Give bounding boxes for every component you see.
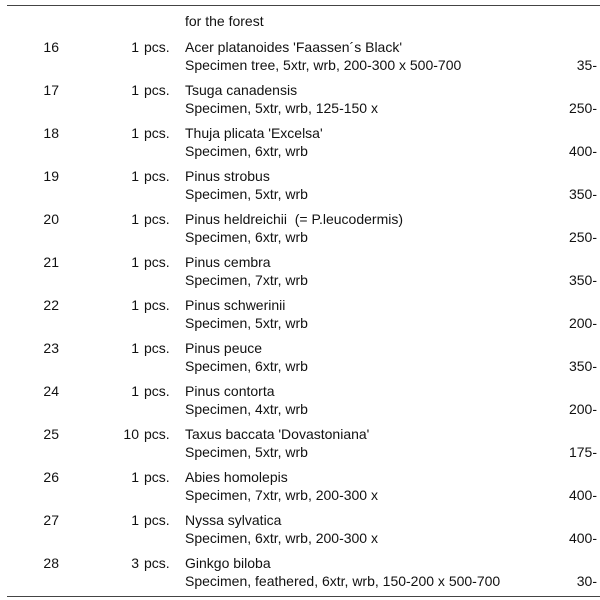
item-spec-row	[0, 56, 600, 74]
item-spec-row	[0, 142, 600, 160]
item-spec-row	[0, 271, 600, 289]
item-name: Abies homolepis	[185, 469, 288, 485]
item-name: Pinus peuce	[185, 340, 263, 356]
item-row	[0, 81, 600, 99]
item-spec: Specimen, 7xtr, wrb	[185, 272, 308, 288]
item-row	[0, 339, 600, 357]
item-price: 350-	[568, 358, 597, 374]
item-position: 22	[43, 297, 59, 313]
item-price: 30-	[576, 573, 597, 589]
item-name: Thuja plicata 'Excelsa'	[185, 125, 323, 141]
item-spec-row	[0, 357, 600, 375]
item-spec: Specimen, 6xtr, wrb	[185, 143, 308, 159]
item-position: 23	[43, 340, 59, 356]
item-spec: Specimen, feathered, 6xtr, wrb, 150-200 x 500-700	[185, 573, 501, 589]
item-name: Ginkgo biloba	[185, 555, 271, 571]
item-row	[0, 296, 600, 314]
header-note: for the forest	[185, 13, 264, 29]
item-row	[0, 468, 600, 486]
item-unit: pcs.	[144, 39, 170, 55]
item-row	[0, 210, 600, 228]
item-row	[0, 425, 600, 443]
item-quantity: 1	[131, 39, 139, 55]
item-unit: pcs.	[144, 211, 170, 227]
item-unit: pcs.	[144, 340, 170, 356]
item-spec: Specimen, 5xtr, wrb	[185, 444, 308, 460]
item-price: 250-	[568, 229, 597, 245]
item-position: 18	[43, 125, 59, 141]
item-price: 35-	[576, 57, 597, 73]
item-row	[0, 167, 600, 185]
item-quantity: 1	[131, 125, 139, 141]
item-position: 24	[43, 383, 59, 399]
item-quantity: 1	[131, 340, 139, 356]
item-position: 19	[43, 168, 59, 184]
item-spec-row	[0, 400, 600, 418]
item-quantity: 1	[131, 383, 139, 399]
item-position: 17	[43, 82, 59, 98]
item-name: Pinus schwerinii	[185, 297, 286, 313]
item-spec-row	[0, 486, 600, 504]
item-row	[0, 511, 600, 529]
item-quantity: 10	[123, 426, 139, 442]
item-unit: pcs.	[144, 168, 170, 184]
item-unit: pcs.	[144, 512, 170, 528]
item-unit: pcs.	[144, 383, 170, 399]
item-spec-row	[0, 185, 600, 203]
item-price: 350-	[568, 272, 597, 288]
item-name: Pinus strobus	[185, 168, 270, 184]
item-spec: Specimen, 6xtr, wrb	[185, 358, 308, 374]
top-rule	[7, 5, 600, 6]
item-position: 27	[43, 512, 59, 528]
item-price: 200-	[568, 315, 597, 331]
item-quantity: 1	[131, 168, 139, 184]
item-unit: pcs.	[144, 254, 170, 270]
item-name: Pinus contorta	[185, 383, 275, 399]
item-row	[0, 554, 600, 572]
item-position: 28	[43, 555, 59, 571]
item-spec-row	[0, 443, 600, 461]
continuation-line	[0, 12, 600, 30]
item-unit: pcs.	[144, 426, 170, 442]
item-name: Taxus baccata 'Dovastoniana'	[185, 426, 370, 442]
item-name: Pinus heldreichii (= P.leucodermis)	[185, 211, 404, 227]
item-spec-row	[0, 314, 600, 332]
item-spec: Specimen, 5xtr, wrb	[185, 315, 308, 331]
item-unit: pcs.	[144, 469, 170, 485]
item-name: Acer platanoides 'Faassen´s Black'	[185, 39, 403, 55]
item-quantity: 3	[131, 555, 139, 571]
item-price: 200-	[568, 401, 597, 417]
item-position: 25	[43, 426, 59, 442]
item-price: 350-	[568, 186, 597, 202]
item-spec-row	[0, 228, 600, 246]
item-position: 16	[43, 39, 59, 55]
item-price: 400-	[568, 530, 597, 546]
item-row	[0, 382, 600, 400]
item-quantity: 1	[131, 82, 139, 98]
item-spec: Specimen, 4xtr, wrb	[185, 401, 308, 417]
item-unit: pcs.	[144, 297, 170, 313]
item-quantity: 1	[131, 469, 139, 485]
item-unit: pcs.	[144, 125, 170, 141]
item-quantity: 1	[131, 297, 139, 313]
item-position: 26	[43, 469, 59, 485]
item-spec-row	[0, 99, 600, 117]
item-quantity: 1	[131, 512, 139, 528]
item-name: Nyssa sylvatica	[185, 512, 282, 528]
item-unit: pcs.	[144, 82, 170, 98]
item-position: 21	[43, 254, 59, 270]
item-name: Pinus cembra	[185, 254, 271, 270]
item-row	[0, 38, 600, 56]
item-price: 175-	[568, 444, 597, 460]
item-spec: Specimen, 5xtr, wrb	[185, 186, 308, 202]
item-price: 400-	[568, 487, 597, 503]
item-spec: Specimen, 6xtr, wrb	[185, 229, 308, 245]
item-spec: Specimen, 5xtr, wrb, 125-150 x	[185, 100, 378, 116]
item-spec-row	[0, 572, 600, 590]
bottom-rule	[7, 596, 600, 597]
item-price: 250-	[568, 100, 597, 116]
item-spec: Specimen tree, 5xtr, wrb, 200-300 x 500-700	[185, 57, 462, 73]
item-price: 400-	[568, 143, 597, 159]
item-row	[0, 253, 600, 271]
item-name: Tsuga canadensis	[185, 82, 298, 98]
item-position: 20	[43, 211, 59, 227]
item-spec: Specimen, 6xtr, wrb, 200-300 x	[185, 530, 378, 546]
item-spec: Specimen, 7xtr, wrb, 200-300 x	[185, 487, 378, 503]
item-quantity: 1	[131, 211, 139, 227]
item-spec-row	[0, 529, 600, 547]
item-unit: pcs.	[144, 555, 170, 571]
item-row	[0, 124, 600, 142]
item-quantity: 1	[131, 254, 139, 270]
